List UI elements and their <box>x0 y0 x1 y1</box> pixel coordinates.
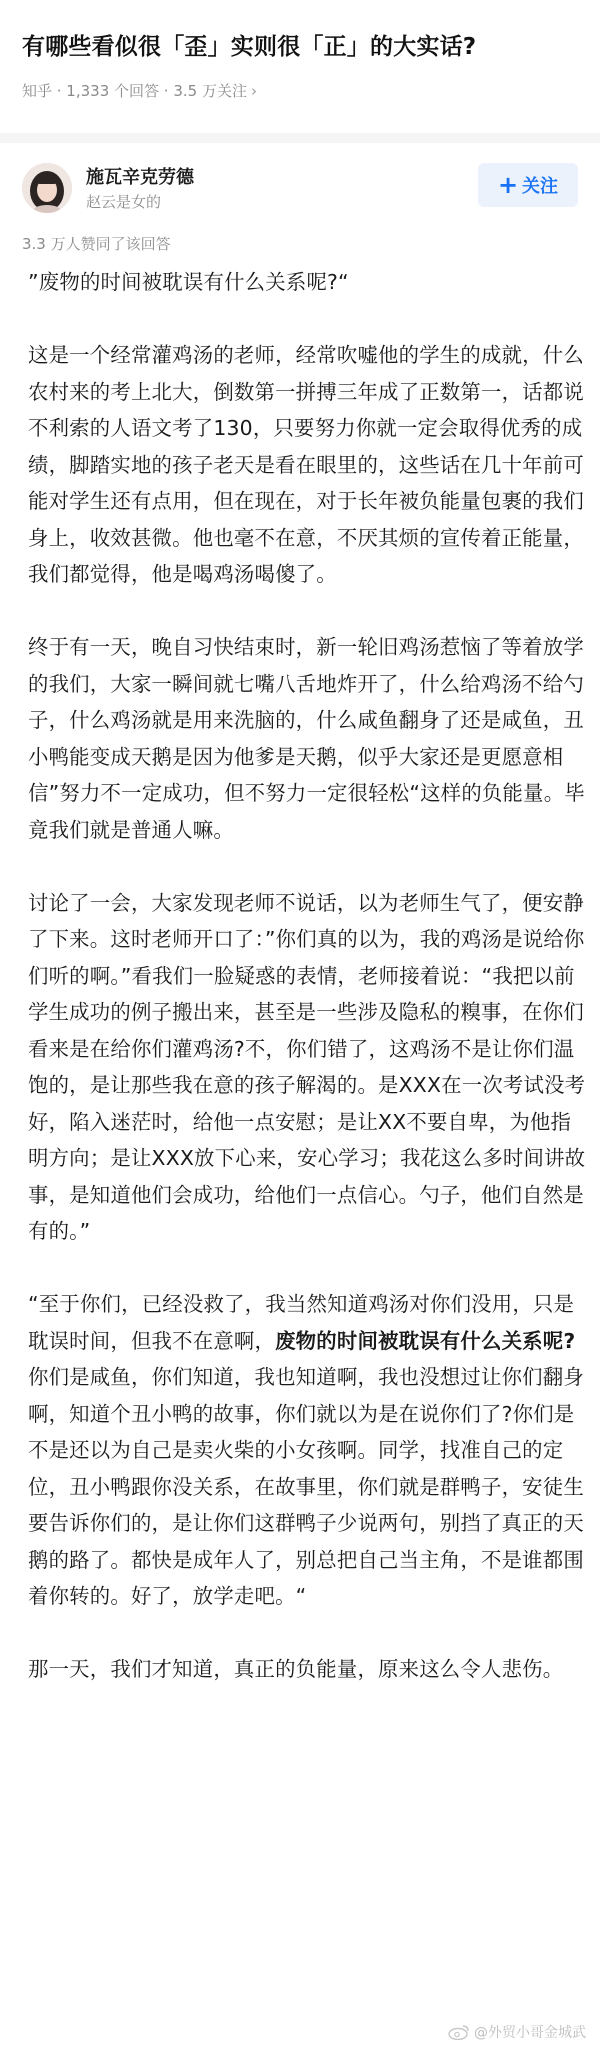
answer-paragraph: 终于有一天，晚自习快结束时，新一轮旧鸡汤惹恼了等着放学的我们，大家一瞬间就七嘴八舌地炸开了，什么给鸡汤不给勺子，什么鸡汤就是用来洗脑的，什么咸鱼翻身了还是咸鱼，丑小鸭能变成天鹅是因为他爹是天鹅，似乎大家还是更愿意相信”努力不一定成功，但不努力一定很轻松“这样的负能量。毕竟我们就是普通人嘛。 <box>28 635 585 842</box>
author-card <box>0 143 600 233</box>
follow-label: 关注 <box>522 176 559 197</box>
answer-bold-text: 废物的时间被耽误有什么关系呢? <box>275 1328 576 1353</box>
answer-paragraph <box>28 1286 588 1615</box>
follow-button[interactable] <box>478 163 578 207</box>
author-name[interactable]: 施瓦辛克劳德 <box>86 167 194 188</box>
answer-paragraph: 那一天，我们才知道，真正的负能量，原来这么令人悲伤。 <box>28 1657 564 1681</box>
vote-count: 3.3 万人赞同了该回答 <box>22 235 171 253</box>
chevron-right-icon: › <box>250 82 257 100</box>
answer-body <box>28 264 588 1724</box>
question-stats: 知乎 · 1,333 个回答 · 3.5 万关注 <box>22 82 247 100</box>
watermark <box>448 2022 586 2042</box>
plus-icon: + <box>497 171 519 199</box>
answer-text: 你们是咸鱼，你们知道，我也知道啊，我也没想过让你们翻身啊，知道个丑小鸭的故事，你们就以为是在说你们了?你们是不是还以为自己是卖火柴的小女孩啊。同学，找准自己的定位，丑小鸭跟你没关系，在故事里，你们就是群鸭子，安徒生要告诉你们的，是让你们这群鸭子少说两句，别挡了真正的天鹅的路了。都快是成年人了，别总把自己当主角，不是谁都围着你转的。好了，放学走吧。“ <box>28 1365 584 1608</box>
answer-paragraph: ”废物的时间被耽误有什么关系呢?“ <box>28 270 349 294</box>
answer-text: “至于你们，已经没救了，我当然知道鸡汤对你们没用，只是耽误时间，但我不在意啊， <box>28 1292 575 1353</box>
watermark-text: @外贸小哥金城武 <box>474 2025 586 2041</box>
answer-paragraph: 讨论了一会，大家发现老师不说话，以为老师生气了，便安静了下来。这时老师开口了：”你们真的以为，我的鸡汤是说给你们听的啊。”看我们一脸疑惑的表情，老师接着说：“我把以前学生成功的例子搬出来，甚至是一些涉及隐私的糗事，在你们看来是在给你们灌鸡汤?不，你们错了，这鸡汤不是让你们温饱的，是让那些我在意的孩子解渴的。是XXX在一次考试没考好，陷入迷茫时，给他一点安慰；是让XX不要自卑，为他指明方向；是让XXX放下心来，安心学习；我花这么多时间讲故事，是知道他们会成功，给他们一点信心。勺子，他们自然是有的。” <box>28 890 586 1243</box>
question-header <box>0 0 600 133</box>
author-tagline: 赵云是女的 <box>86 193 162 211</box>
avatar[interactable] <box>22 163 72 213</box>
answer-paragraph: 这是一个经常灌鸡汤的老师，经常吹嘘他的学生的成就，什么农村来的考上北大，倒数第一拼搏三年成了正数第一，话都说不利索的人语文考了130，只要努力你就一定会取得优秀的成绩，脚踏实地的孩子老天是看在眼里的，这些话在几十年前可能对学生还有点用，但在现在，对于长年被负能量包裹的我们身上，收效甚微。他也毫不在意，不厌其烦的宣传着正能量，我们都觉得，他是喝鸡汤喝傻了。 <box>28 343 584 586</box>
section-divider <box>0 133 600 143</box>
weibo-icon <box>448 2024 470 2040</box>
question-meta[interactable] <box>22 80 257 101</box>
question-title[interactable]: 有哪些看似很「歪」实则很「正」的大实话? <box>22 34 477 60</box>
